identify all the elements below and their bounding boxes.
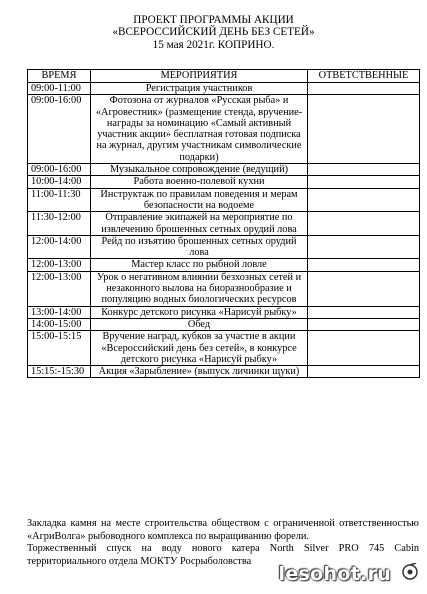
time-cell: 09:00-11:00 [28, 83, 91, 95]
time-cell: 13:00-14:00 [28, 306, 91, 318]
time-cell: 10:00-14:00 [28, 176, 91, 188]
responsible-cell [308, 83, 420, 95]
title-line-2: «ВСЕРОССИЙСКИЙ ДЕНЬ БЕЗ СЕТЕЙ» [112, 26, 315, 39]
event-cell: Фотозона от журналов «Русская рыба» и «Агровестник» (размещение стенда, вручение-награды за номинацию «Самый активный участник акции» бесплатная готовая подписка на журнал, другим участникам символические подарки) [91, 95, 308, 164]
column-header-events: МЕРОПРИЯТИЯ [91, 70, 308, 83]
table-row [28, 318, 420, 330]
event-cell: Мастер класс по рыбной ловле [91, 259, 308, 271]
time-cell: 09:00-16:00 [28, 95, 91, 164]
event-cell: Вручение наград, кубков за участие в акции «Всероссийский день без сетей», в конкурсе детского рисунка «Нарисуй рыбку» [91, 331, 308, 366]
table-row [28, 176, 420, 188]
table-row [28, 164, 420, 176]
event-cell: Урок о негативном влиянии безхозных сетей и незаконного вылова на биоразнообразие и популяцию водных биологических ресурсов [91, 271, 308, 306]
time-cell: 15:00-15:15 [28, 331, 91, 366]
table-row [28, 331, 420, 366]
watermark-text: lesohot.ru [278, 563, 392, 585]
table-row [28, 306, 420, 318]
footer-note-boat-launch: Торжественный спуск на воду нового катера North Silver PRO 745 Cabin территориального отдела МОКТУ Росрыболовства [27, 543, 419, 567]
time-cell: 14:00-15:00 [28, 318, 91, 330]
time-cell: 11:30-12:00 [28, 212, 91, 236]
event-cell: Инструктаж по правилам поведения и мерам безопасности на водоеме [91, 188, 308, 212]
responsible-cell [308, 212, 420, 236]
responsible-cell [308, 331, 420, 366]
watermark [279, 563, 419, 586]
event-cell: Рейд по изъятию брошенных сетных орудий лова [91, 235, 308, 259]
event-cell: Регистрация участников [91, 83, 308, 95]
time-cell: 09:00-16:00 [28, 164, 91, 176]
program-table [27, 69, 420, 378]
footer-notes [27, 518, 419, 568]
title-date-place: 15 мая 2021г. КОПРИНО. [152, 38, 275, 51]
table-row [28, 83, 420, 95]
time-cell: 15:15:-15:30 [28, 366, 91, 378]
event-cell: Отправление экипажей на мероприятие по извлечению брошенных сетных орудий лова [91, 212, 308, 236]
event-cell: Акция «Зарыбление» (выпуск личинки щуки) [91, 366, 308, 378]
responsible-cell [308, 176, 420, 188]
document-header [0, 14, 427, 51]
responsible-cell [308, 235, 420, 259]
responsible-cell [308, 95, 420, 164]
table-row [28, 212, 420, 236]
table-row [28, 259, 420, 271]
responsible-cell [308, 306, 420, 318]
responsible-cell [308, 164, 420, 176]
table-row [28, 95, 420, 164]
responsible-cell [308, 271, 420, 306]
table-row [28, 366, 420, 378]
responsible-cell [308, 259, 420, 271]
table-header-row [28, 70, 420, 83]
event-cell: Конкурс детского рисунка «Нарисуй рыбку» [91, 306, 308, 318]
time-cell: 12:00-14:00 [28, 235, 91, 259]
table-row [28, 188, 420, 212]
responsible-cell [308, 188, 420, 212]
responsible-cell [308, 366, 420, 378]
responsible-cell [308, 318, 420, 330]
event-cell: Работа военно-полевой кухни [91, 176, 308, 188]
time-cell: 12:00-13:00 [28, 259, 91, 271]
time-cell: 12:00-13:00 [28, 271, 91, 306]
table-row [28, 235, 420, 259]
fishing-reel-icon [401, 563, 419, 586]
footer-note-stone-laying: Закладка камня на месте строительства обществом с ограниченной ответственностью «АгриВолга» рыбоводного комплекса по выращиванию форели. [27, 518, 419, 542]
column-header-time: ВРЕМЯ [28, 70, 91, 83]
column-header-responsible: ОТВЕТСТВЕННЫЕ [308, 70, 420, 83]
title-line-1: ПРОЕКТ ПРОГРАММЫ АКЦИИ [133, 14, 294, 26]
table-row [28, 271, 420, 306]
event-cell: Музыкальное сопровождение (ведущий) [91, 164, 308, 176]
time-cell: 11:00-11:30 [28, 188, 91, 212]
event-cell: Обед [91, 318, 308, 330]
